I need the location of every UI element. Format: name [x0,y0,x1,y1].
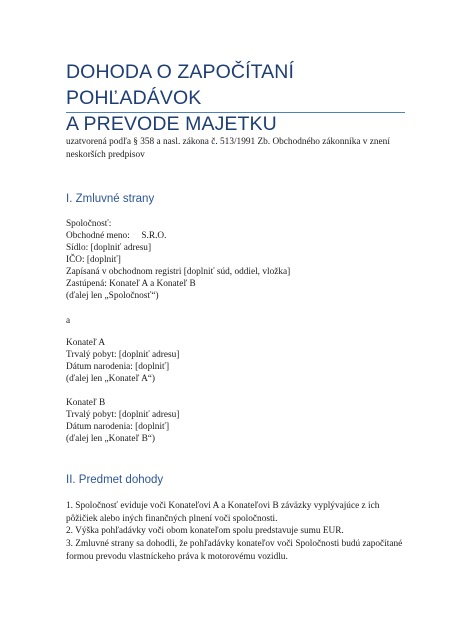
party-b-line: Dátum narodenia: [doplniť] [66,422,170,432]
company-line: Sídlo: [doplniť adresu] [66,243,152,253]
title-divider [66,112,405,113]
section-heading-subject: II. Predmet dohody [66,474,164,486]
company-line: IČO: [doplniť] [66,255,121,265]
company-line: Zapísaná v obchodnom registri [doplniť súd, oddiel, vložka] [66,267,291,277]
party-b-line: Trvalý pobyt: [doplniť adresu] [66,410,180,420]
section-heading-parties: I. Zmluvné strany [66,193,155,205]
subject-item: 3. Zmluvné strany sa dohodli, že pohľadávky konateľov voči Spoločnosti budú započítané formou prevodu vlastníckeho práva k motorovému vozidlu. [66,539,403,563]
document-title [66,59,411,137]
company-line: Spoločnosť: [66,219,112,229]
party-a-line: Dátum narodenia: [doplniť] [66,362,170,372]
company-line: Zastúpená: Konateľ A a Konateľ B [66,279,196,289]
subject-item: 2. Výška pohľadávky voči obom konateľom spolu predstavuje sumu EUR. [66,526,344,536]
conjunction-and: a [66,316,71,326]
party-b-line: Konateľ B [66,398,106,408]
company-line: (ďalej len „Spoločnosť“) [66,291,159,301]
party-a-line: (ďalej len „Konateľ A“) [66,374,156,384]
title-line-2: A PREVODE MAJETKU [66,113,277,135]
title-line-1: DOHODA O ZAPOČÍTANÍ POHĽADÁVOK [66,61,294,109]
party-a-line: Konateľ A [66,338,106,348]
party-a-line: Trvalý pobyt: [doplniť adresu] [66,350,180,360]
subject-item: 1. Spoločnosť eviduje voči Konateľovi A a Konateľovi B záväzky vyplývajúce z ich pôžičiek alebo iných finančných plnení voči spoločnosti. [66,501,380,525]
party-b-line: (ďalej len „Konateľ B“) [66,434,156,444]
document-subtitle: uzatvorená podľa § 358 a nasl. zákona č. 513/1991 Zb. Obchodného zákonníka v znení neskorších predpisov [66,137,390,161]
company-line: Obchodné meno: S.R.O. [66,231,167,241]
